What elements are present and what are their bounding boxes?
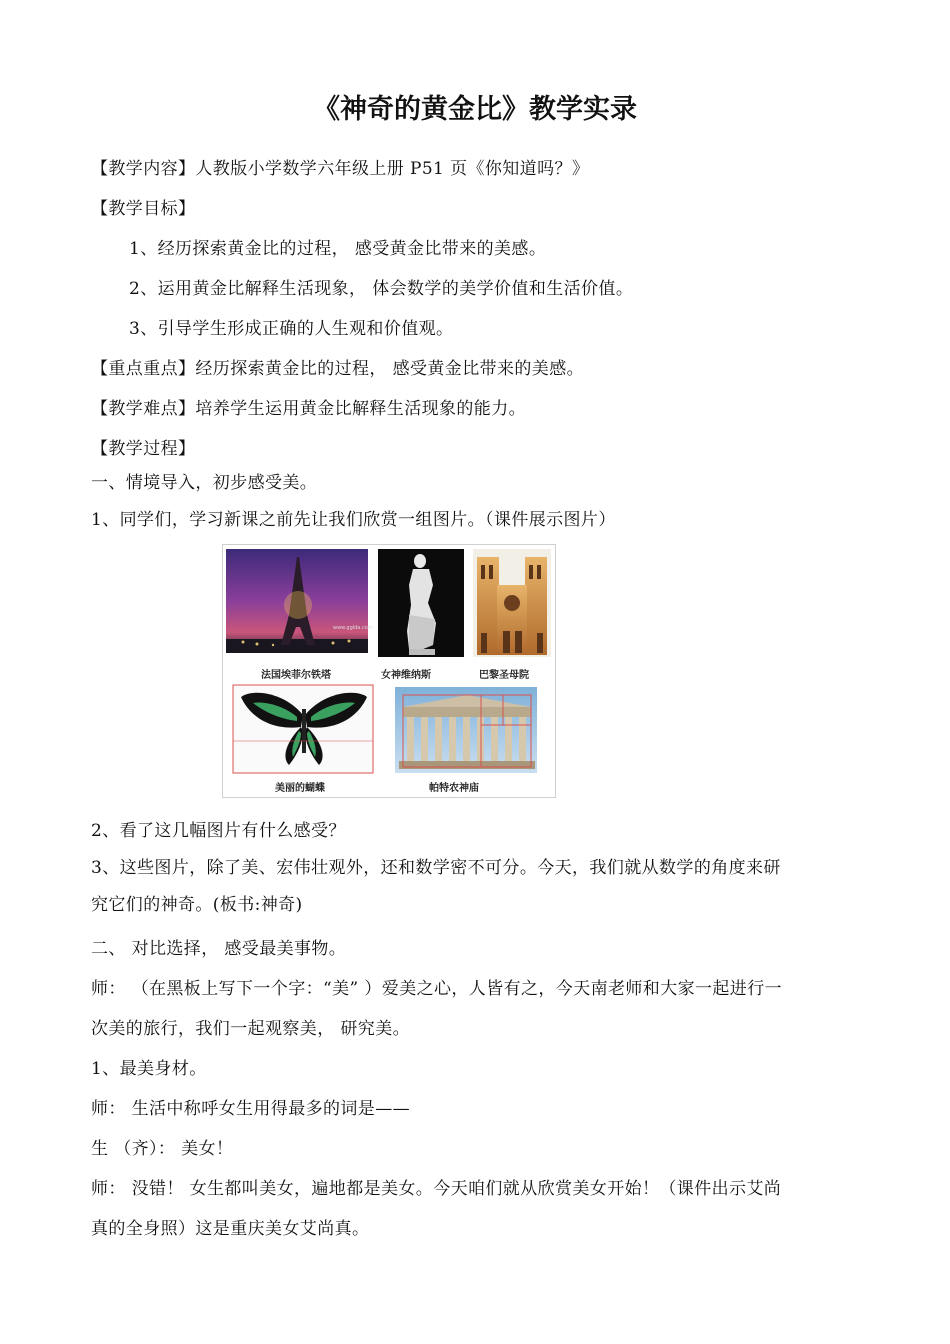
paragraph-1: 1、同学们，学习新课之前先让我们欣赏一组图片。（课件展示图片） — [91, 510, 616, 530]
parthenon-photo — [395, 687, 537, 773]
subsection-1-heading: 1、最美身材。 — [91, 1059, 207, 1079]
caption-parthenon: 帕特农神庙 — [429, 783, 479, 794]
caption-venus: 女神维纳斯 — [381, 670, 431, 681]
caption-butterfly: 美丽的蝴蝶 — [275, 783, 325, 794]
butterfly-photo — [233, 685, 373, 773]
teaching-goals-heading: 【教学目标】 — [91, 199, 196, 219]
notre-dame-photo — [473, 549, 551, 657]
caption-eiffel-tower: 法国埃菲尔铁塔 — [261, 670, 331, 681]
teacher-line-1-cont: 次美的旅行，我们一起观察美， 研究美。 — [91, 1019, 411, 1039]
teacher-line-1: 师： （在黑板上写下一个字：“美” ）爱美之心，人皆有之，今天南老师和大家一起进行一 — [91, 979, 782, 999]
process-heading: 【教学过程】 — [91, 439, 196, 459]
student-line-1: 生 （齐）： 美女！ — [91, 1139, 234, 1159]
difficult-points: 【教学难点】培养学生运用黄金比解释生活现象的能力。 — [91, 399, 526, 419]
paragraph-3-line-1: 3、这些图片，除了美、宏伟壮观外，还和数学密不可分。今天，我们就从数学的角度来研 — [91, 858, 781, 878]
picture-collage — [222, 544, 556, 798]
teaching-content: 【教学内容】人教版小学数学六年级上册 P51 页《你知道吗？》 — [91, 159, 590, 179]
goal-item-1: 1、经历探索黄金比的过程， 感受黄金比带来的美感。 — [129, 239, 547, 259]
paragraph-2: 2、看了这几幅图片有什么感受？ — [91, 821, 346, 841]
document-title: 《神奇的黄金比》教学实录 — [313, 94, 637, 125]
teacher-line-3-cont: 真的全身照）这是重庆美女艾尚真。 — [91, 1219, 370, 1239]
watermark-text: www.gglda.com — [333, 625, 373, 631]
eiffel-tower-photo — [226, 549, 373, 653]
section-2-heading: 二、 对比选择， 感受最美事物。 — [91, 939, 347, 959]
paragraph-3-line-2: 究它们的神奇。(板书:神奇) — [91, 895, 303, 915]
venus-statue-photo — [378, 549, 464, 657]
goal-item-2: 2、运用黄金比解释生活现象， 体会数学的美学价值和生活价值。 — [129, 279, 634, 299]
goal-item-3: 3、引导学生形成正确的人生观和价值观。 — [129, 319, 454, 339]
caption-notre-dame: 巴黎圣母院 — [479, 670, 529, 681]
key-points: 【重点重点】经历探索黄金比的过程， 感受黄金比带来的美感。 — [91, 359, 585, 379]
teacher-line-3: 师： 没错！ 女生都叫美女，遍地都是美女。今天咱们就从欣赏美女开始！（课件出示艾尚 — [91, 1179, 782, 1199]
section-1-heading: 一、情境导入，初步感受美。 — [91, 473, 318, 493]
teacher-line-2: 师： 生活中称呼女生用得最多的词是—— — [91, 1099, 411, 1119]
